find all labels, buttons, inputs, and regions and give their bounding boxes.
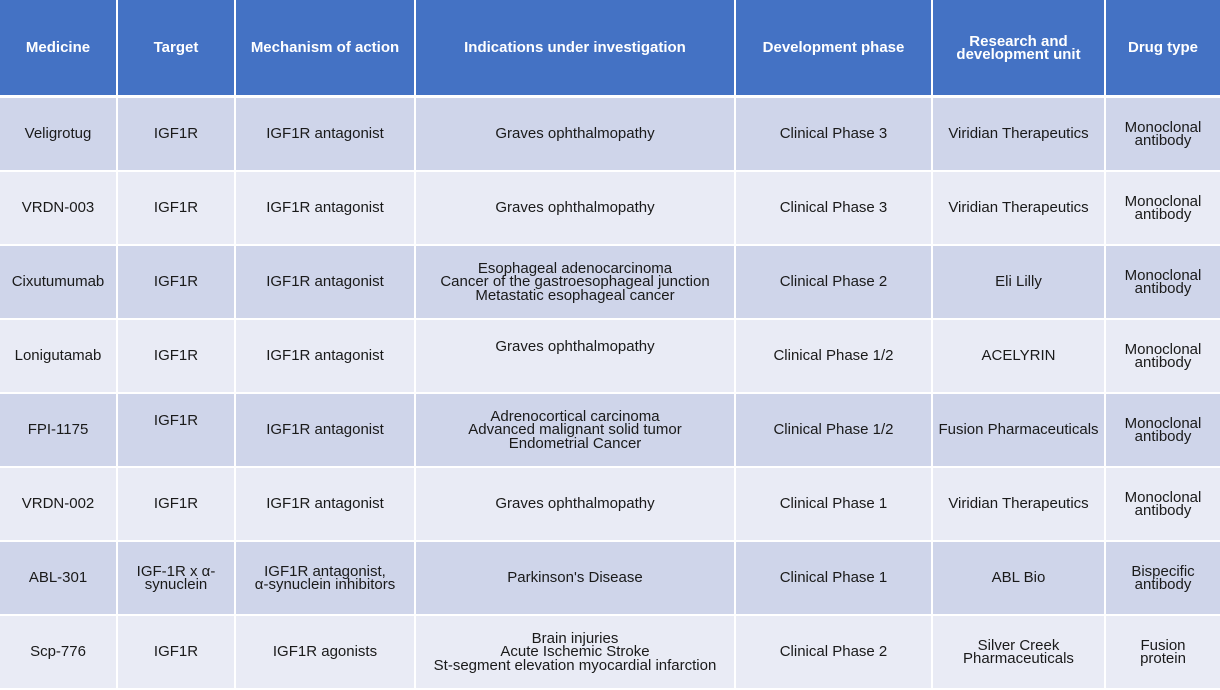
table-row: [0, 468, 1220, 542]
cell-target: IGF1R: [118, 616, 236, 690]
indication-line: Graves ophthalmopathy: [495, 125, 655, 143]
target-line: IGF1R: [153, 412, 199, 430]
header-row: [0, 0, 1220, 98]
cell-mechanism: IGF1R agonists: [236, 616, 416, 690]
cell-drug-type: [1106, 468, 1220, 542]
cell-rd-unit: Fusion Pharmaceuticals: [933, 394, 1106, 468]
column-header-mechanism: Mechanism of action: [236, 0, 416, 98]
cell-mechanism: IGF1R antagonist: [236, 394, 416, 468]
cell-medicine: Lonigutamab: [0, 320, 118, 394]
cell-phase: Clinical Phase 2: [736, 246, 933, 320]
cell-drug-type: [1106, 394, 1220, 468]
cell-mechanism: IGF1R antagonist: [236, 320, 416, 394]
drug-type-line: Bispecific: [1131, 562, 1195, 580]
table-row: [0, 172, 1220, 246]
cell-medicine: Cixutumumab: [0, 246, 118, 320]
table-row: [0, 98, 1220, 172]
column-header-drug-type: Drug type: [1106, 0, 1220, 98]
cell-medicine: FPI-1175: [0, 394, 118, 468]
drug-type-line: antibody: [1134, 132, 1192, 149]
cell-target: IGF1R: [118, 468, 236, 542]
column-header-medicine: Medicine: [0, 0, 118, 98]
cell-target: [118, 394, 236, 468]
cell-medicine: Veligrotug: [0, 98, 118, 172]
cell-phase: Clinical Phase 3: [736, 172, 933, 246]
drug-type-line: Monoclonal: [1124, 118, 1202, 136]
cell-drug-type: [1106, 616, 1220, 690]
column-header-indications: Indications under investigation: [416, 0, 736, 98]
indication-line: Advanced malignant solid tumor: [468, 421, 682, 439]
cell-indications: [416, 98, 736, 172]
cell-mechanism: IGF1R antagonist: [236, 246, 416, 320]
cell-phase: Clinical Phase 1/2: [736, 320, 933, 394]
cell-indications: [416, 542, 736, 616]
table-row: [0, 542, 1220, 616]
cell-mechanism: IGF1R antagonist: [236, 468, 416, 542]
cell-medicine: Scp-776: [0, 616, 118, 690]
drug-type-line: antibody: [1134, 206, 1192, 223]
cell-indications: [416, 394, 736, 468]
cell-mechanism: IGF1R antagonist: [236, 98, 416, 172]
drug-type-line: Monoclonal: [1124, 488, 1202, 506]
table-body: [0, 98, 1220, 690]
cell-indications: [416, 468, 736, 542]
drug-type-line: antibody: [1134, 280, 1192, 297]
cell-rd-unit: ACELYRIN: [933, 320, 1106, 394]
mechanism-line: IGF1R antagonist,: [264, 562, 386, 580]
rd-unit-line: Silver Creek: [977, 636, 1060, 654]
cell-phase: Clinical Phase 3: [736, 98, 933, 172]
cell-indications: [416, 320, 736, 394]
column-header-rd-unit: [933, 0, 1106, 98]
cell-target: [118, 542, 236, 616]
cell-mechanism: IGF1R antagonist: [236, 172, 416, 246]
indication-line: Metastatic esophageal cancer: [475, 286, 675, 304]
column-header-rd-unit-label: Research and development unit: [956, 32, 1081, 63]
table-row: [0, 246, 1220, 320]
indication-line: Graves ophthalmopathy: [495, 199, 655, 217]
cell-phase: Clinical Phase 1/2: [736, 394, 933, 468]
drug-type-line: antibody: [1134, 428, 1192, 445]
cell-medicine: ABL-301: [0, 542, 118, 616]
cell-indications: [416, 616, 736, 690]
cell-phase: Clinical Phase 1: [736, 542, 933, 616]
drug-type-line: Monoclonal: [1124, 266, 1202, 284]
table-row: [0, 616, 1220, 690]
cell-target: IGF1R: [118, 246, 236, 320]
indication-line: Graves ophthalmopathy: [495, 495, 655, 513]
cell-rd-unit: Eli Lilly: [933, 246, 1106, 320]
column-header-phase: Development phase: [736, 0, 933, 98]
indication-line: St-segment elevation myocardial infarction: [433, 656, 717, 674]
table-row: [0, 394, 1220, 468]
cell-medicine: VRDN-002: [0, 468, 118, 542]
cell-rd-unit: [933, 616, 1106, 690]
cell-medicine: VRDN-003: [0, 172, 118, 246]
cell-target: IGF1R: [118, 172, 236, 246]
cell-mechanism: [236, 542, 416, 616]
rd-unit-line: Pharmaceuticals: [963, 650, 1074, 667]
drug-type-line: antibody: [1134, 502, 1192, 519]
drug-type-line: antibody: [1134, 354, 1192, 371]
indication-line: Brain injuries: [531, 629, 619, 647]
indication-line: Graves ophthalmopathy: [495, 338, 655, 356]
drug-type-line: antibody: [1134, 576, 1192, 593]
cell-rd-unit: Viridian Therapeutics: [933, 172, 1106, 246]
cell-rd-unit: Viridian Therapeutics: [933, 468, 1106, 542]
drug-type-line: Monoclonal: [1124, 192, 1202, 210]
drug-type-line: Fusion: [1140, 636, 1186, 654]
cell-rd-unit: ABL Bio: [933, 542, 1106, 616]
drug-type-line: protein: [1140, 650, 1186, 667]
cell-drug-type: [1106, 98, 1220, 172]
cell-indications: [416, 172, 736, 246]
cell-drug-type: [1106, 320, 1220, 394]
indication-line: Acute Ischemic Stroke: [500, 643, 650, 661]
indication-line: Adrenocortical carcinoma: [490, 407, 660, 425]
cell-drug-type: [1106, 172, 1220, 246]
cell-drug-type: [1106, 246, 1220, 320]
target-line: IGF-1R x α-: [136, 562, 216, 580]
indication-line: Endometrial Cancer: [508, 434, 642, 452]
cell-target: IGF1R: [118, 98, 236, 172]
indication-line: Cancer of the gastroesophageal junction: [440, 273, 710, 291]
cell-drug-type: [1106, 542, 1220, 616]
target-line: synuclein: [144, 576, 208, 593]
cell-phase: Clinical Phase 2: [736, 616, 933, 690]
indication-line: Parkinson's Disease: [507, 569, 643, 587]
mechanism-line: α-synuclein inhibitors: [254, 576, 396, 593]
table-row: [0, 320, 1220, 394]
cell-indications: [416, 246, 736, 320]
column-header-target: Target: [118, 0, 236, 98]
indication-line: Esophageal adenocarcinoma: [477, 259, 673, 277]
drug-type-line: Monoclonal: [1124, 414, 1202, 432]
drug-type-line: Monoclonal: [1124, 340, 1202, 358]
cell-rd-unit: Viridian Therapeutics: [933, 98, 1106, 172]
cell-target: IGF1R: [118, 320, 236, 394]
cell-phase: Clinical Phase 1: [736, 468, 933, 542]
